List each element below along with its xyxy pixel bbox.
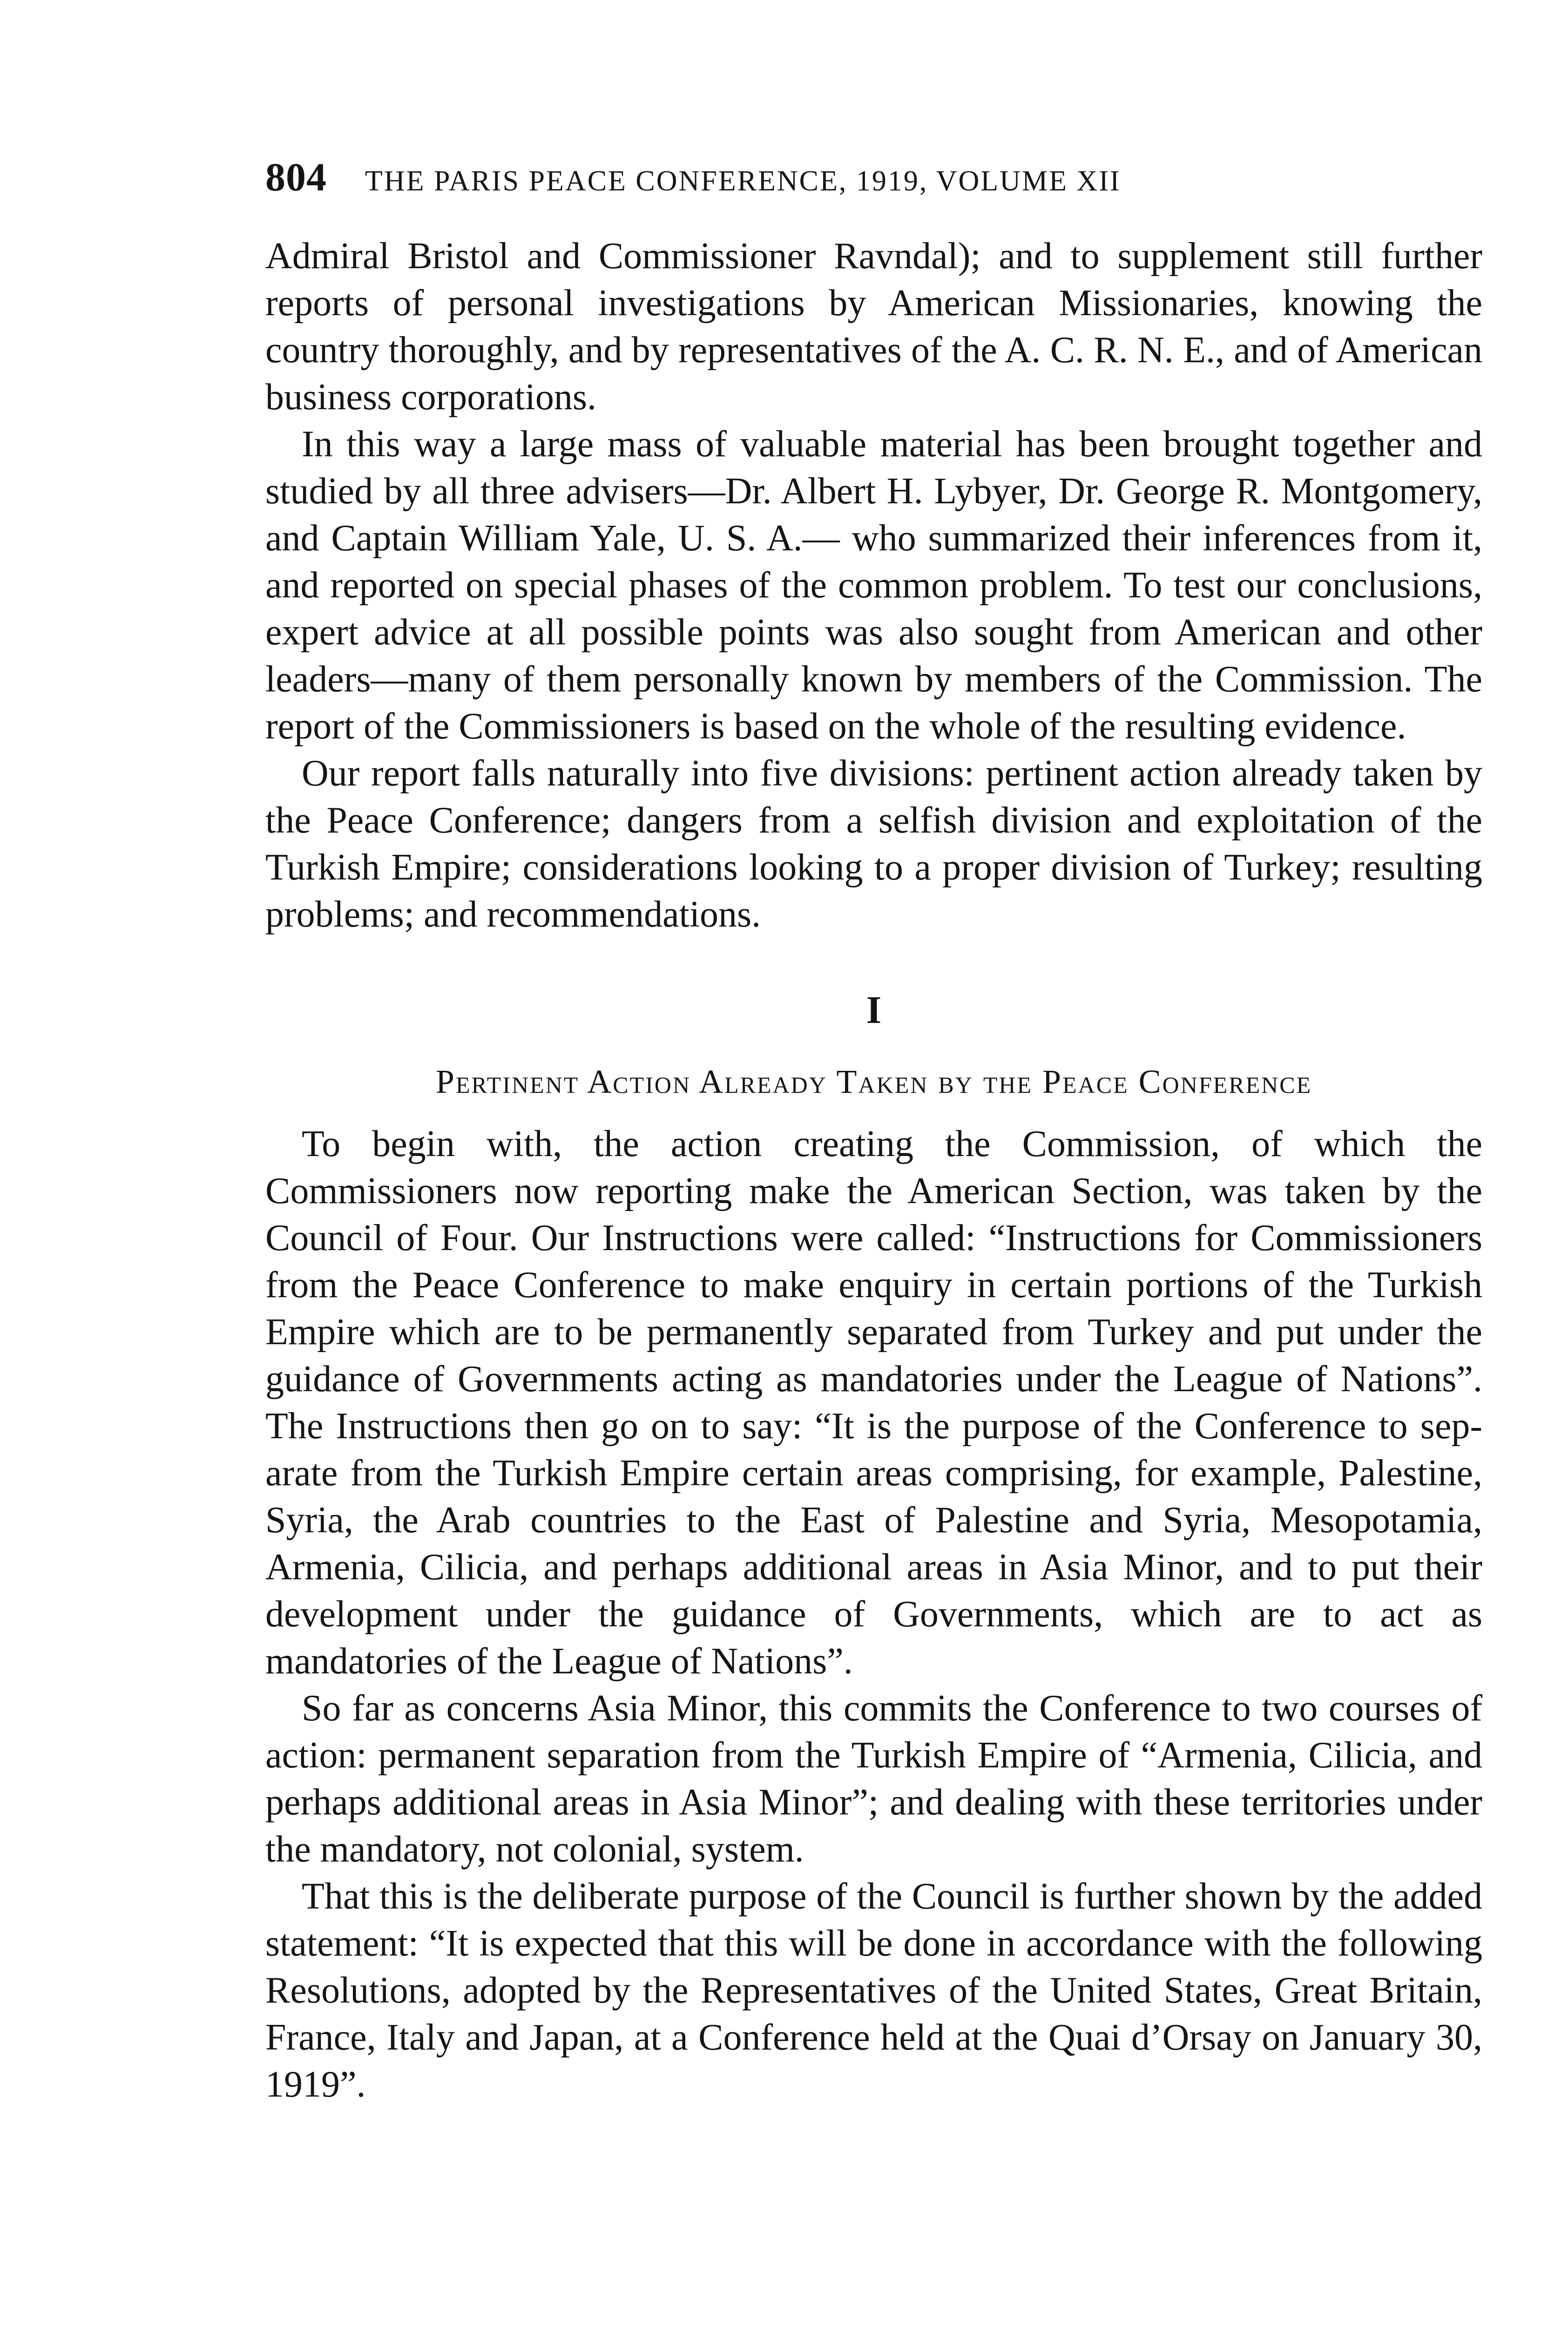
paragraph-council-purpose: That this is the deliberate purpose of the Council is further shown by the added statement: “It is expected that this will be done in accordance with the following Resolutions, adopted by the Representatives of the United States, Great Britain, France, Italy and Japan, at a Conference held at the Quai d’Orsay on January 30, 1919”. xyxy=(265,1876,1482,2105)
paragraph-asia-minor: So far as concerns Asia Minor, this commits the Conference to two courses of action: permanent separation from the Turkish Empire of “Armenia, Cilicia, and perhaps additional areas in Asia Minor”; and dealing with these territories under the mandatory, not colonial, system. xyxy=(265,1688,1482,1870)
paragraph-commission-instructions: To begin with, the action creating the Commission, of which the Commissioners now reporting make the American Section, was taken by the Council of Four. Our Instructions were called: “Instructions for Commissioners from the Peace Conference to make enquiry in certain portions of the Turkish Empire which are to be permanently separated from Turkey and put under the guidance of Governments acting as mandatories under the League of Nations”. The Instructions then go on to say: “It is the purpose of the Conference to separate from the Turkish Empire certain areas comprising, for example, Palestine, Syria, the Arab countries to the East of Palestine and Syria, Mesopotamia, Armenia, Cilicia, and perhaps additional areas in Asia Minor, and to put their development under the guidance of Governments, which are to act as mandatories of the League of Nations”. xyxy=(265,1123,1482,1682)
running-header xyxy=(265,154,1482,205)
paragraph-report-divisions: Our report falls naturally into five divisions: pertinent action already taken by the Peace Conference; dangers from a selfish division and exploitation of the Turkish Empire; considerations looking to a proper division of Turkey; resulting problems; and recommendations. xyxy=(265,753,1482,935)
section-number: I xyxy=(866,988,882,1032)
running-title: THE PARIS PEACE CONFERENCE, 1919, VOLUME XII xyxy=(365,165,1121,197)
document-page xyxy=(265,154,1482,2108)
paragraph-advisers: In this way a large mass of valuable material has been brought together and studied by all three advisers—Dr. Albert H. Lybyer, Dr. George R. Montgomery, and Captain William Yale, U. S. A.— who summarized their inferences from it, and reported on special phases of the common problem. To test our conclusions, expert advice at all possible points was also sought from American and other leaders—many of them personally known by members of the Commission. The report of the Commissioners is based on the whole of the resulting evidence. xyxy=(265,424,1482,747)
page-number: 804 xyxy=(265,155,327,199)
paragraph-continued: Admiral Bristol and Commissioner Ravndal); and to supplement still further reports of personal investigations by American Missionaries, knowing the country thoroughly, and by representatives of the A. C. R. N. E., and of American business corporations. xyxy=(265,236,1482,418)
section-heading: Pertinent Action Already Taken by the Peace Conference xyxy=(435,1063,1312,1100)
